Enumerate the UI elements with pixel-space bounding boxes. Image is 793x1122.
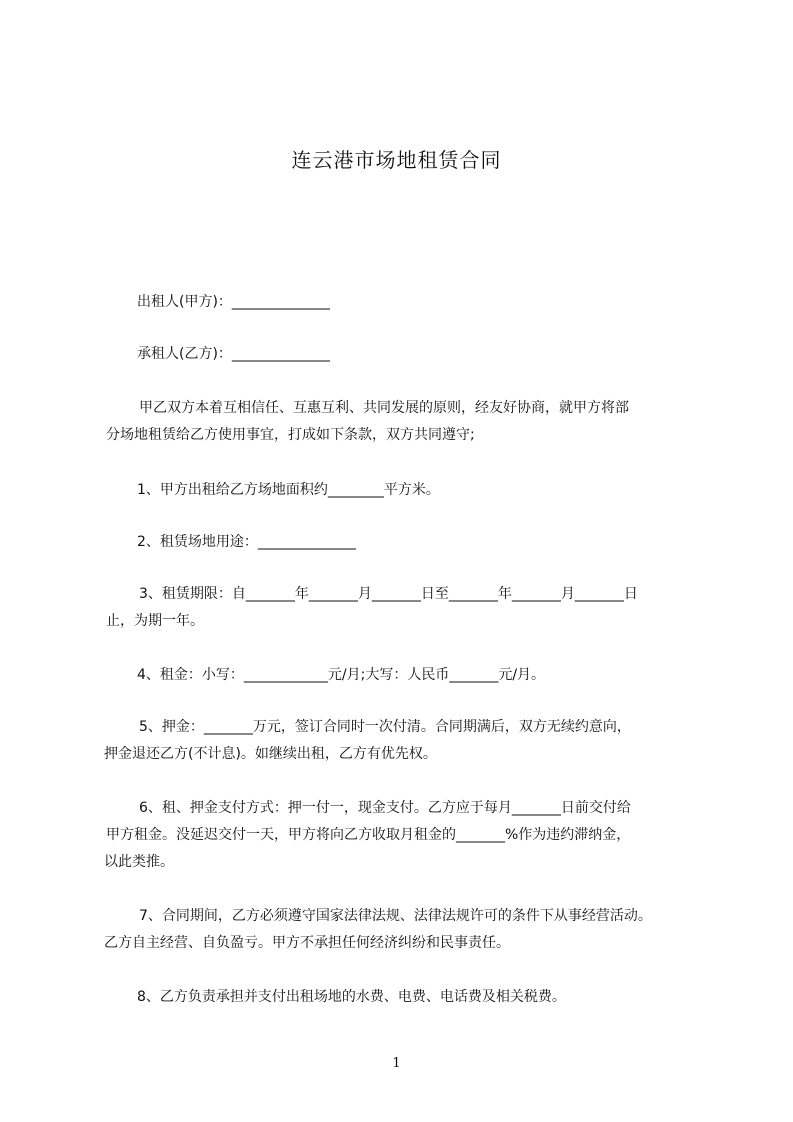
clause-2: 2、租赁场地用途：______________ [137,534,356,550]
lessor-line: 出租人(甲方)：______________ [137,294,330,310]
page-number: 1 [392,1056,401,1071]
clause-7-line-2: 乙方自主经营、自负盈亏。甲方不承担任何经济纠纷和民事责任。 [104,935,510,951]
preamble-line-2: 分场地租赁给乙方使用事宜，打成如下条款，双方共同遵守; [106,427,475,443]
clause-1: 1、甲方出租给乙方场地面积约________平方米。 [137,482,440,498]
clause-7-line-1: 7、合同期间，乙方必须遵守国家法律法规、法律法规许可的条件下从事经营活动。 [139,908,652,924]
clause-8: 8、乙方负责承担并支付出租场地的水费、电费、电话费及相关税费。 [137,989,566,1005]
document-title: 连云港市场地租赁合同 [291,148,502,172]
clause-5-line-1: 5、押金：_______万元，签订合同时一次付清。合同期满后，双方无续约意向， [139,719,631,735]
clause-4: 4、租金：小写：____________元/月;大写：人民币_______元/月。 [137,667,546,683]
clause-6-line-2: 甲方租金。没延迟交付一天，甲方将向乙方收取月租金的_______%作为违约滞纳金， [106,827,631,843]
clause-3-line-1: 3、租赁期限：自_______年_______月_______日至_______年_______月_______日 [139,586,638,602]
preamble-line-1: 甲乙双方本着互相信任、互惠互利、共同发展的原则，经友好协商，就甲方将部 [139,400,629,416]
clause-5-line-2: 押金退还乙方(不计息)。如继续出租，乙方有优先权。 [104,746,437,762]
lessee-line: 承租人(乙方)：______________ [137,346,330,362]
clause-3-line-2: 止，为期一年。 [106,613,204,629]
clause-6-line-1: 6、租、押金支付方式：押一付一，现金支付。乙方应于每月_______日前交付给 [139,800,631,816]
clause-6-line-3: 以此类推。 [104,854,174,870]
